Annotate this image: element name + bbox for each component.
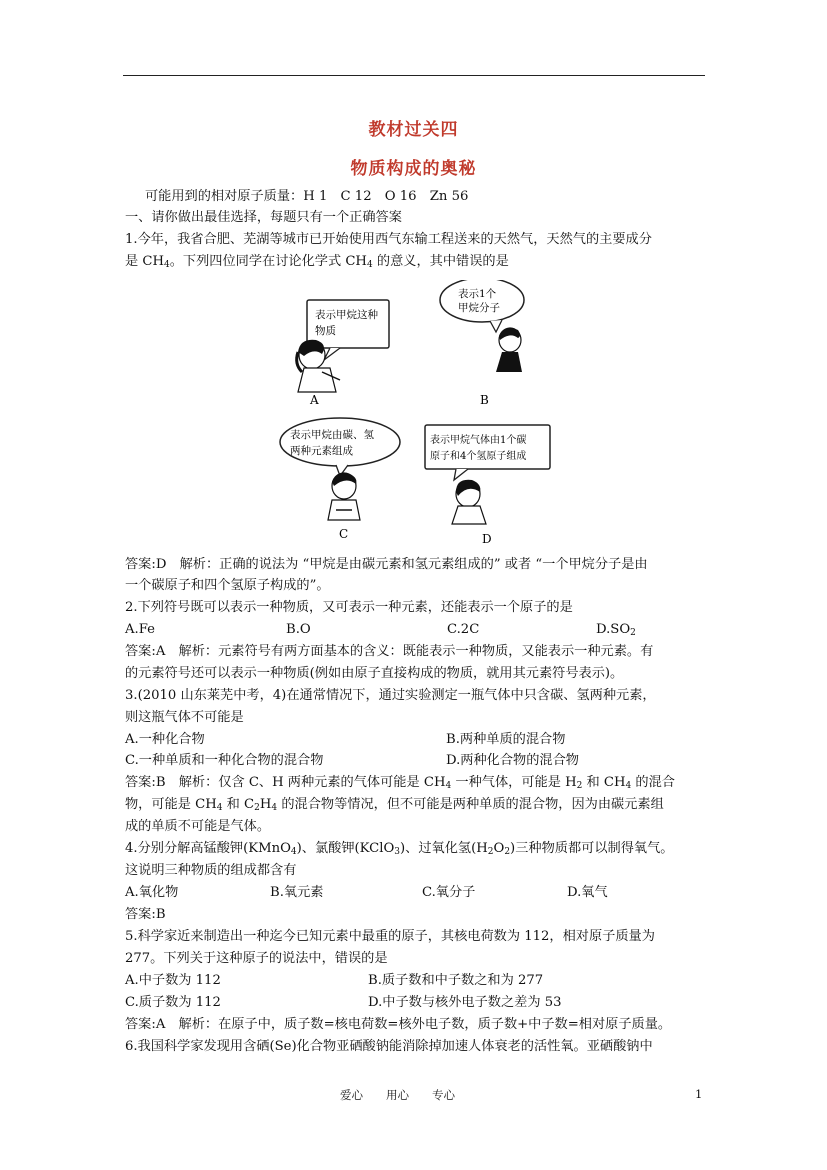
q3-sub-1: 4 <box>445 781 452 791</box>
q3-ans-c: 和 CH <box>582 775 626 790</box>
bubble-d-line2: 原子和4个氢原子组成 <box>430 451 527 462</box>
q5-option-a: A.中子数为 112 <box>125 973 221 988</box>
q2-option-a: A.Fe <box>125 622 155 637</box>
q3-sub-2: 2 <box>576 781 583 791</box>
person-b-figure <box>496 328 522 372</box>
q3-answer-line1 <box>125 773 675 793</box>
q4-stem-line2: 这说明三种物质的组成都含有 <box>125 863 297 878</box>
q3-ans-e: 物，可能是 CH <box>125 797 217 812</box>
q1-stem-line2 <box>125 252 509 272</box>
q3-ans-a: 答案:B 解析：仅含 C、H 两种元素的气体可能是 CH <box>125 775 446 790</box>
page-number: 1 <box>695 1087 703 1101</box>
q3-sub-4: 4 <box>216 803 223 813</box>
q3-answer-line2 <box>125 795 664 815</box>
q3-option-b: B.两种单质的混合物 <box>446 732 566 747</box>
q1-text-c: 的意义，其中错误的是 <box>372 254 509 269</box>
label-b: B <box>480 393 489 407</box>
q4-text-c: )、过氧化氢(H <box>400 841 488 856</box>
q1-answer-line1: 答案:D 解析：正确的说法为 “甲烷是由碳元素和氢元素组成的” 或者 “一个甲烷分子是由 <box>125 557 648 572</box>
q2-option-c: C.2C <box>447 622 480 637</box>
q1-text-a: 是 CH <box>125 254 164 269</box>
footer-slogan: 爱心 用心 专心 <box>340 1088 455 1102</box>
bubble-b <box>440 280 524 332</box>
q4-text-e: )三种物质都可以制得氧气。 <box>510 841 674 856</box>
atomic-masses: 可能用到的相对原子质量：H 1 C 12 O 16 Zn 56 <box>145 189 469 204</box>
bubble-b-line1: 表示1个 <box>458 288 497 300</box>
q5-option-c: C.质子数为 112 <box>125 995 221 1010</box>
person-d-figure <box>452 480 486 524</box>
q2-option-d-text: D.SO <box>596 622 631 637</box>
q5-option-d: D.中子数与核外电子数之差为 53 <box>368 995 562 1010</box>
q3-answer-line3: 成的单质不可能是气体。 <box>125 819 271 834</box>
q3-sub-6: 4 <box>271 803 278 813</box>
q4-stem-line1 <box>125 839 673 859</box>
q3-stem-line1: 3.(2010 山东莱芜中考，4)在通常情况下，通过实验测定一瓶气体中只含碳、氢两种元素， <box>125 688 656 703</box>
page-title: 教材过关四 <box>368 120 459 140</box>
q1-stem-line1: 1.今年，我省合肥、芜湖等城市已开始使用西气东输工程送来的天然气，天然气的主要成分 <box>125 232 652 247</box>
bubble-d <box>425 425 550 480</box>
bubble-a-line1: 表示甲烷这种 <box>315 309 378 321</box>
q2-answer-line2: 的元素符号还可以表示一种物质(例如由原子直接构成的物质，就用其元素符号表示)。 <box>125 666 624 681</box>
q4-option-c: C.氧分子 <box>422 885 476 900</box>
label-a: A <box>310 393 319 407</box>
q4-sub-4: 2 <box>504 847 511 857</box>
q1-answer-line2: 一个碳原子和四个氢原子构成的”。 <box>125 578 330 593</box>
q1-sub-a: 4 <box>163 260 170 270</box>
q3-sub-5: 2 <box>254 803 260 813</box>
label-d: D <box>482 532 492 546</box>
q4-sub-1: 4 <box>290 847 297 857</box>
q4-text-d: O <box>493 841 505 856</box>
q4-text-b: )、氯酸钾(KClO <box>296 841 395 856</box>
q3-ans-h: 的混合物等情况，但不可能是两种单质的混合物，因为由碳元素组 <box>277 797 664 812</box>
q4-answer: 答案:B <box>125 907 166 922</box>
q1-illustration <box>260 280 560 550</box>
q4-option-a: A.氧化物 <box>125 885 179 900</box>
bubble-b-line2: 甲烷分子 <box>458 302 500 314</box>
q5-stem-line1: 5.科学家近来制造出一种迄今已知元素中最重的原子，其核电荷数为 112，相对原子质量为 <box>125 929 655 944</box>
q3-ans-g: H <box>259 797 272 812</box>
header-rule <box>123 75 705 76</box>
q4-option-b: B.氧元素 <box>270 885 324 900</box>
page-subtitle: 物质构成的奥秘 <box>350 159 477 179</box>
q3-ans-d: 的混合 <box>631 775 675 790</box>
q2-option-b: B.O <box>286 622 311 637</box>
q5-answer: 答案:A 解析：在原子中，质子数=核电荷数=核外电子数，质子数+中子数=相对原子质量。 <box>125 1017 672 1032</box>
q5-option-b: B.质子数和中子数之和为 277 <box>368 973 544 988</box>
q5-stem-line2: 277。下列关于这种原子的说法中，错误的是 <box>125 951 388 966</box>
q2-option-d <box>596 620 636 640</box>
bubble-c-line1: 表示甲烷由碳、氢 <box>290 429 374 441</box>
q3-stem-line2: 则这瓶气体不可能是 <box>125 710 244 725</box>
person-c-figure <box>328 473 360 520</box>
q4-sub-2: 3 <box>394 847 401 857</box>
label-c: C <box>339 527 349 541</box>
q2-option-d-sub: 2 <box>630 628 636 638</box>
q2-answer-line1: 答案:A 解析：元素符号有两方面基本的含义：既能表示一种物质，又能表示一种元素。有 <box>125 644 654 659</box>
q2-stem: 2.下列符号既可以表示一种物质，又可表示一种元素，还能表示一个原子的是 <box>125 600 573 615</box>
bubble-a-line2: 物质 <box>315 325 336 337</box>
bubble-c-line2: 两种元素组成 <box>290 445 353 457</box>
q3-ans-b: 一种气体，可能是 H <box>451 775 577 790</box>
q1-text-b: 。下列四位同学在讨论化学式 CH <box>169 254 367 269</box>
q1-sub-b: 4 <box>366 260 373 270</box>
q4-option-d: D.氧气 <box>567 885 608 900</box>
q4-text-a: 4.分别分解高锰酸钾(KMnO <box>125 841 291 856</box>
q6-stem-line1: 6.我国科学家发现用含硒(Se)化合物亚硒酸钠能消除掉加速人体衰老的活性氧。亚硒酸钠中 <box>125 1039 653 1054</box>
q3-option-d: D.两种化合物的混合物 <box>446 753 579 768</box>
section-heading: 一、请你做出最佳选择，每题只有一个正确答案 <box>125 210 402 225</box>
q3-sub-3: 4 <box>625 781 632 791</box>
q3-ans-f: 和 C <box>222 797 255 812</box>
q4-sub-3: 2 <box>487 847 494 857</box>
q3-option-c: C.一种单质和一种化合物的混合物 <box>125 753 324 768</box>
bubble-c <box>280 418 400 476</box>
q3-option-a: A.一种化合物 <box>125 732 205 747</box>
bubble-d-line1: 表示甲烷气体由1个碳 <box>430 435 527 446</box>
